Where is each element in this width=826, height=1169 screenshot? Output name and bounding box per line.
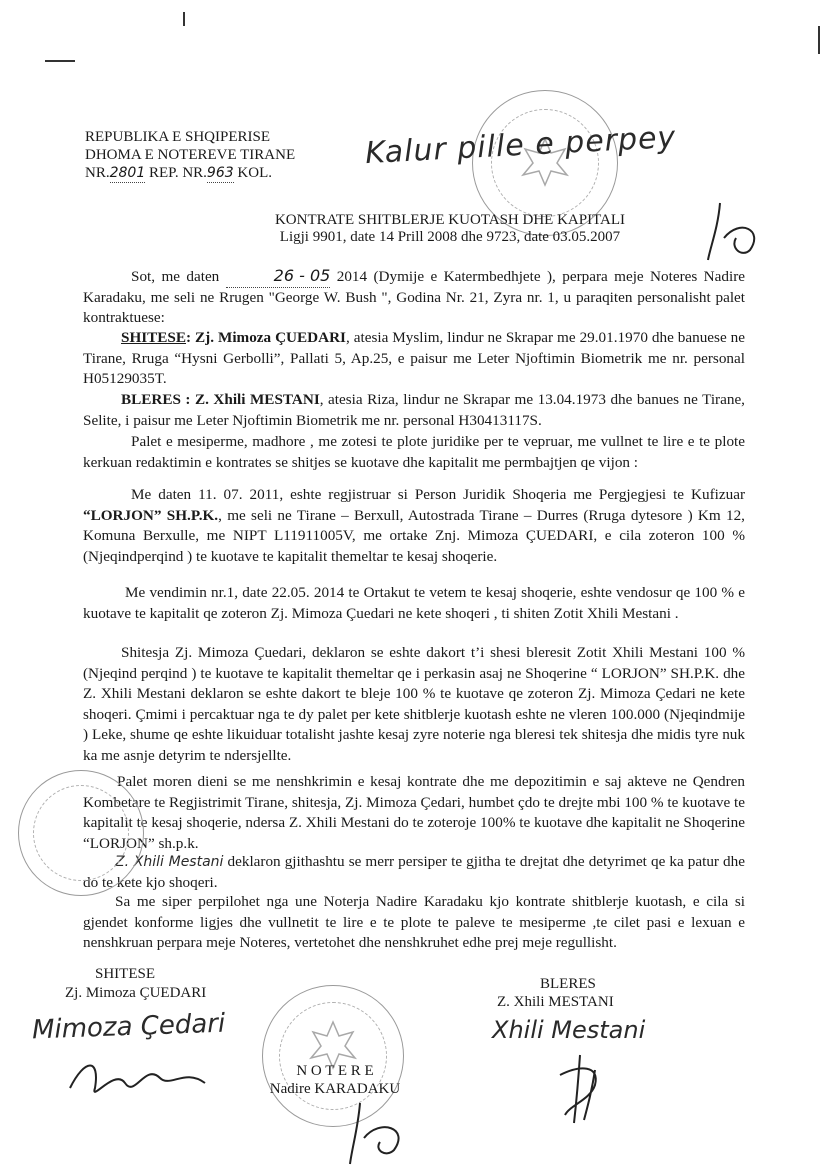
company-name: “LORJON” SH.P.K.: [83, 506, 219, 524]
seller-printed-name: Zj. Mimoza ÇUEDARI: [65, 985, 207, 1001]
seller-handwritten-signature: Mimoza Çedari: [31, 1008, 226, 1046]
notary-stamp-left: [18, 770, 144, 896]
paragraph-agreement: Shitesja Zj. Mimoza Çuedari, deklaron se eshte dakort t’i shesi bleresit Zotit Xhili Mestani 100 % (Njeqind perqind ) te kuotave te kapitalit themeltar qe i perkasin asaj ne Shoqerine “ LORJON” SH.P.K. dhe Z. Xhili Mestani deklaron se eshte dakort te bleje 100 % te kuotave qe zoteron Zj. Mimoza Çedari ne kete shoqeri. Çmimi i percaktuar nga te dy palet per kete shitblerje kuotash eshte ne vleren 100.000 (Njeqindmije ) Leke, shume qe eshte likuiduar totalisht jashte kesaj zyre noterie nga bleresi tek shitesja dhe midis tyre nuk ka me asnje detyrim te ndersjellte.: [83, 644, 745, 764]
law-reference: Ligji 9901, date 14 Prill 2008 dhe 9723, date 03.05.2007: [279, 229, 621, 245]
seller-signature-block: [95, 964, 155, 984]
paragraph-decision: Me vendimin nr.1, date 22.05. 2014 te Ortakut te vetem te kesaj shoqerie, eshte vendosur qe 100 % e kuotave te kapitalit qe zoteron Zj. Mimoza Çuedari ne kete shoqeri , ti shiten Zotit Xhili Mestani .: [83, 584, 745, 622]
paragraph-closing: Sa me siper perpilohet nga une Noterja Nadire Karadaku kjo kontrate shitblerje kuotash, e cila si gjendet konforme ligjes dhe vullnetit te lire e te plote te paleve te mesiperme ,te cilet pasi e lexuan e nenshkruan perpara meje Noteres, vertetohet dhe nenshkruhet edhe prej meje regullisht.: [83, 893, 745, 952]
nr-value-handwritten: 2801: [109, 165, 146, 181]
buyer-name-handwritten: Z. Xhili Mestani: [115, 854, 224, 870]
handwritten-annotation: Kalur pille e perpey: [364, 119, 678, 172]
contract-title: [170, 212, 730, 246]
seller-paragraph: SHITESE: Zj. Mimoza ÇUEDARI, atesia Myslim, lindur ne Skrapar me 29.01.1970 dhe banuese ne Tirane, Rruga “Hysni Gerbolli”, Pallati 5, Ap.25, e paisur me Leter Njoftimin Biometrik me nr. personal H05129035T.: [83, 329, 745, 388]
buyer-role: BLERES: [540, 976, 596, 992]
seller-label: SHITESE: [121, 329, 187, 346]
notary-block: [255, 1062, 415, 1098]
notary-name: Nadire KARADAKU: [269, 1081, 401, 1097]
buyer-signature-block: [540, 974, 596, 994]
paragraph-registration: Palet moren dieni se me nenshkrimin e kesaj kontrate dhe me depozitimin e saj akteve ne Qendren Kombetare te Regjistrimit Tirane, shitesja, Zj. Mimoza Çedari, humbet çdo te drejte mbi 100 % te kuotave te kapitalit te kesaj shoqerie, ndersa Z. Xhili Mestani do te zoteroje 100% te kuotave dhe kapitalit ne Shoqerine “LORJON” sh.p.k.: [83, 773, 745, 852]
seller-role: SHITESE: [95, 966, 155, 982]
seller-scribble-signature: [65, 1048, 225, 1108]
buyer-printed-name: Z. Xhili MESTANI: [497, 994, 614, 1010]
scan-mark: [818, 26, 820, 54]
date-handwritten: 26 - 05: [226, 266, 331, 288]
paragraph-obligations: Z. Xhili Mestani deklaron gjithashtu se merr persiper te gjitha te drejtat dhe detyrimet qe ka patur dhe do te kete kjo shoqeri.: [83, 853, 745, 891]
buyer-name-block: [497, 994, 614, 1011]
notary-role: N O T E R E: [296, 1063, 374, 1079]
rep-value-handwritten: 963: [206, 165, 234, 181]
notary-signature: [330, 1098, 430, 1168]
chamber-heading: DHOMA E NOTEREVE TIRANE: [85, 147, 296, 163]
intro-paragraph: Sot, me daten 26 - 05 2014 (Dymije e Katermbedhjete ), perpara meje Noteres Nadire Karadaku, me seli ne Rrugen "George W. Bush ", Godina Nr. 21, Zyra nr. 1, u paraqiten personalisht palet kontraktuese:: [83, 266, 745, 327]
scan-mark: [45, 60, 75, 62]
registry-line: NR.2801 REP. NR.963 KOL.: [85, 165, 272, 181]
seller-name: : Zj. Mimoza ÇUEDARI: [186, 329, 346, 346]
buyer-paragraph: BLERES : Z. Xhili MESTANI, atesia Riza, lindur ne Skrapar me 13.04.1973 dhe banues ne Tirane, Selite, i paisur me Leter Njoftimin Biometrik me nr. personal H30413117S.: [83, 391, 745, 429]
title-line: KONTRATE SHITBLERJE KUOTASH DHE KAPITALI: [274, 212, 626, 228]
buyer-scribble-signature: [540, 1045, 620, 1125]
document-header: [85, 128, 295, 183]
paragraph-capacity: Palet e mesiperme, madhore , me zotesi te plote juridike per te vepruar, me vullnet te lire e te plote kerkuan redaktimin e kontrates se shitjes se kuotave dhe kapitalit me permbajtjen qe vijon :: [83, 433, 745, 471]
buyer-label: BLERES : Z. Xhili MESTANI: [121, 391, 320, 408]
seller-name-block: [65, 985, 206, 1002]
paragraph-company-registration: Me daten 11. 07. 2011, eshte regjistruar si Person Juridik Shoqeria me Pergjegjesi te Kufizuar “LORJON” SH.P.K., me seli ne Tirane – Berxull, Autostrada Tirane – Durres (Rruga dytesore ) Km 12, Komuna Berxulle, me NIPT L11911005V, me ortake Znj. Mimoza ÇUEDARI, e cila zoteron 100 % (Njeqindperqind ) te kuotave te kapitalit themeltar te kesaj shoqerie.: [83, 486, 745, 565]
scan-mark: [183, 12, 185, 26]
buyer-handwritten-signature: Xhili Mestani: [492, 1016, 646, 1044]
republic-heading: REPUBLIKA E SHQIPERISE: [85, 129, 271, 145]
